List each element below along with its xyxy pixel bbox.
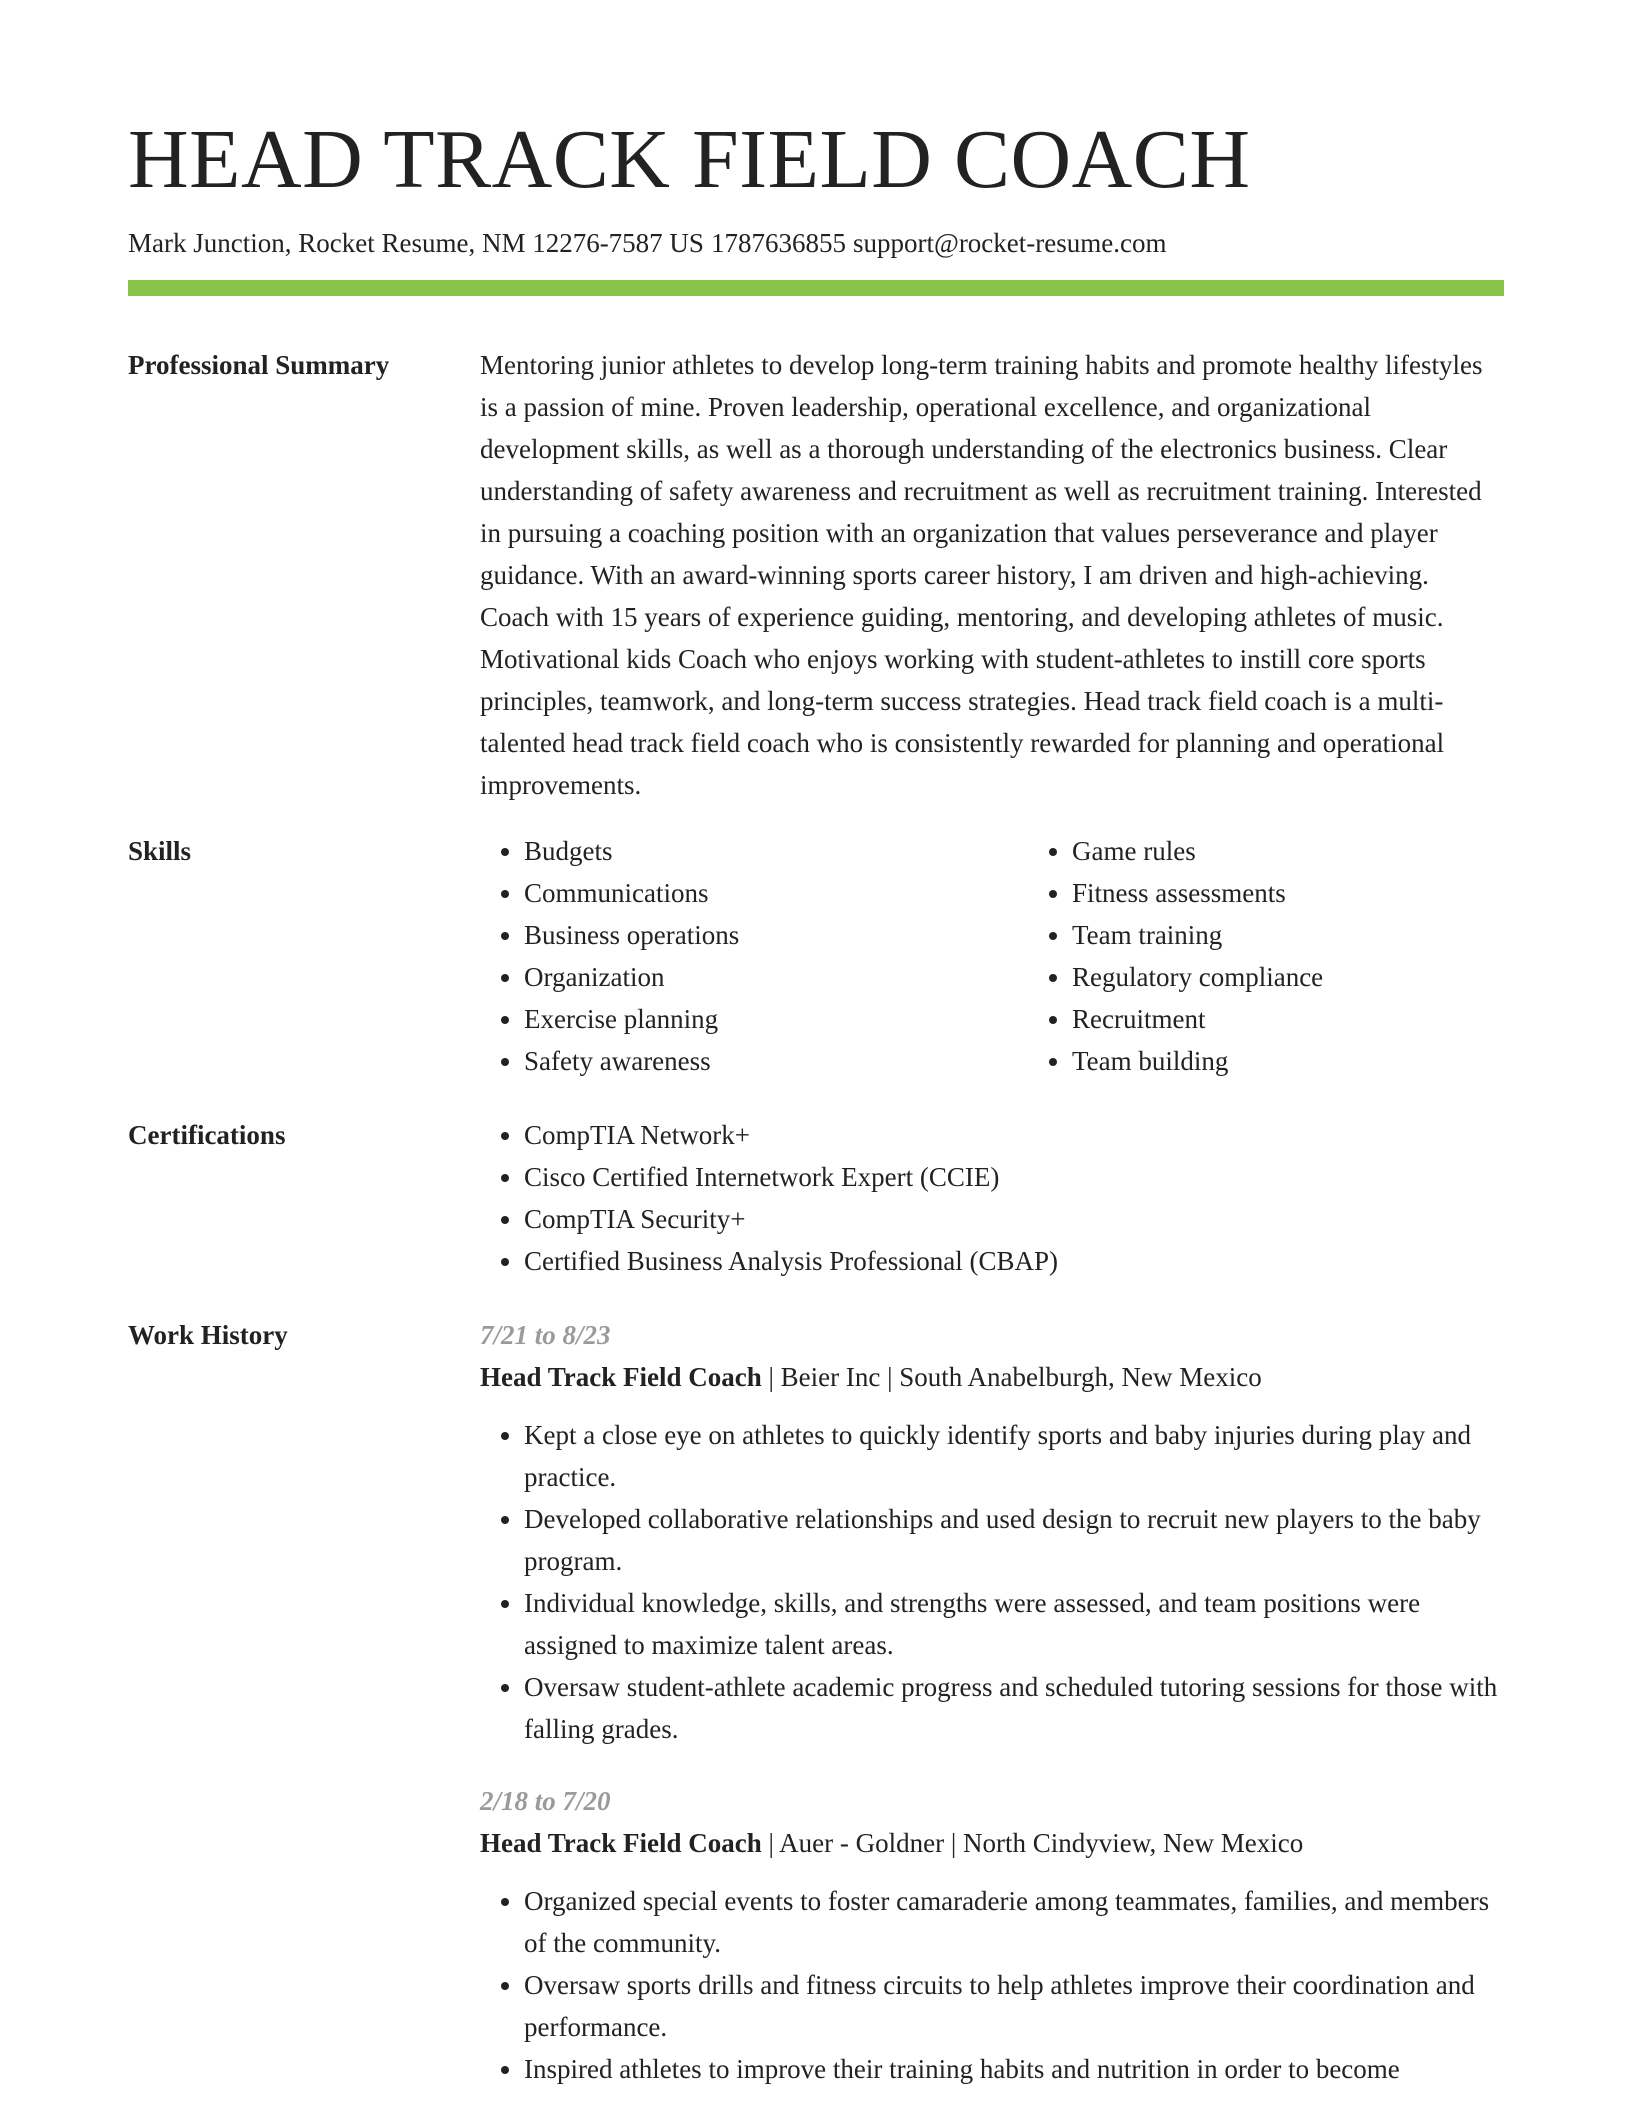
job-dates: 2/18 to 7/20 (480, 1786, 611, 1817)
accent-divider (128, 280, 1504, 296)
separator: | (768, 1362, 774, 1393)
job-title: Head Track Field Coach (480, 1362, 762, 1393)
skill-item: • Exercise planning (524, 998, 1028, 1040)
summary-text: Mentoring junior athletes to develop long-term training habits and promote healthy lifestyles is a passion of mine. Proven leadership, operational excellence, and organizational development skills, as well as a thorough understanding of the electronics business. Clear understanding of safety awareness and recruitment as well as recruitment training. Interested in pursuing a coaching position with an organization that values perseverance and player guidance. With an award-winning sports career history, I am driven and high-achieving. Coach with 15 years of experience guiding, mentoring, and developing athletes of music. Motivational kids Coach who enjoys working with student-athletes to instill core sports principles, teamwork, and long-term success strategies. Head track field coach is a multi-talented head track field coach who is consistently rewarded for planning and operational improvements. (480, 350, 1483, 801)
skill-item: • Business operations (524, 914, 1028, 956)
skill-item: • Fitness assessments (1072, 872, 1323, 914)
contact-address: Mark Junction, Rocket Resume, NM 12276-7587 US (128, 228, 704, 258)
certification-item: • CompTIA Network+ (524, 1114, 1504, 1156)
skill-item: • Team building (1072, 1040, 1323, 1082)
job-bullet: • Developed collaborative relationships and used design to recruit new players to the baby program. (524, 1498, 1504, 1582)
job-bullets (480, 1414, 1504, 1750)
skills-list-right (1028, 830, 1323, 1082)
separator: | (887, 1362, 893, 1393)
skill-item: • Game rules (1072, 830, 1323, 872)
job-location: North Cindyview, New Mexico (963, 1828, 1304, 1859)
certification-item: • CompTIA Security+ (524, 1198, 1504, 1240)
skill-item: • Organization (524, 956, 1028, 998)
separator: | (950, 1828, 957, 1859)
skills-heading: Skills (128, 836, 192, 867)
job-location: South Anabelburgh, New Mexico (899, 1362, 1262, 1393)
job-header (480, 1356, 1504, 1398)
job-bullet: • Organized special events to foster camaraderie among teammates, families, and members of the community. (524, 1880, 1504, 1964)
contact-email: support@rocket-resume.com (852, 228, 1167, 258)
job-bullet: • Oversaw sports drills and fitness circuits to help athletes improve their coordination and performance. (524, 1964, 1504, 2048)
skill-item: • Budgets (524, 830, 1028, 872)
job-company: Beier Inc (780, 1362, 881, 1393)
job-bullets (480, 1880, 1504, 2090)
job-bullet: • Kept a close eye on athletes to quickly identify sports and baby injuries during play and practice. (524, 1414, 1504, 1498)
job-bullet: • Oversaw student-athlete academic progress and scheduled tutoring sessions for those with falling grades. (524, 1666, 1504, 1750)
job-dates: 7/21 to 8/23 (480, 1320, 611, 1351)
skill-item: • Recruitment (1072, 998, 1323, 1040)
job-entry (480, 1780, 1504, 2090)
certification-item: • Certified Business Analysis Professional (CBAP) (524, 1240, 1504, 1282)
skill-item: • Regulatory compliance (1072, 956, 1323, 998)
contact-phone: 1787636855 (710, 228, 846, 258)
summary-heading: Professional Summary (128, 350, 390, 381)
skill-item: • Communications (524, 872, 1028, 914)
summary-section (128, 344, 1504, 806)
page-title: HEAD TRACK FIELD COACH (128, 113, 1251, 206)
job-company: Auer - Goldner (779, 1828, 945, 1859)
resume-page (128, 113, 1504, 2090)
separator: | (768, 1828, 774, 1859)
work-history-heading: Work History (128, 1320, 288, 1351)
work-history-section (128, 1314, 1504, 2090)
contact-line (128, 227, 1504, 259)
skill-item: • Safety awareness (524, 1040, 1028, 1082)
job-header (480, 1822, 1504, 1864)
certifications-list (480, 1114, 1504, 1282)
job-bullet: • Individual knowledge, skills, and strengths were assessed, and team positions were assigned to maximize talent areas. (524, 1582, 1504, 1666)
skills-section (128, 830, 1504, 1082)
job-entry (480, 1314, 1504, 1750)
certifications-section (128, 1114, 1504, 1282)
skills-list-left (480, 830, 1028, 1082)
certifications-heading: Certifications (128, 1120, 286, 1151)
job-title: Head Track Field Coach (480, 1828, 762, 1859)
skill-item: • Team training (1072, 914, 1323, 956)
certification-item: • Cisco Certified Internetwork Expert (CCIE) (524, 1156, 1504, 1198)
job-bullet: • Inspired athletes to improve their training habits and nutrition in order to become (524, 2048, 1504, 2090)
